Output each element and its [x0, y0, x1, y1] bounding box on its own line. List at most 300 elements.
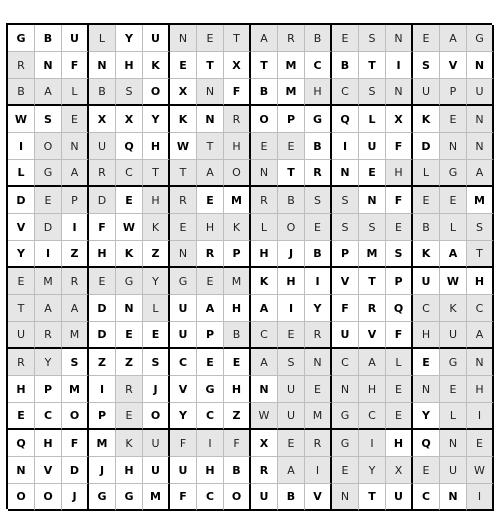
letter-cell[interactable]: I [305, 268, 332, 295]
letter-cell[interactable]: E [413, 25, 440, 52]
letter-cell[interactable]: T [197, 52, 224, 79]
letter-cell[interactable]: E [467, 430, 494, 457]
letter-cell[interactable]: E [62, 106, 89, 133]
letter-cell[interactable]: I [197, 430, 224, 457]
letter-cell[interactable]: V [170, 376, 197, 403]
letter-cell[interactable]: M [224, 187, 251, 214]
letter-cell[interactable]: E [197, 268, 224, 295]
letter-cell[interactable]: U [413, 79, 440, 106]
letter-cell[interactable]: L [8, 160, 35, 187]
letter-cell[interactable]: D [62, 457, 89, 484]
letter-cell[interactable]: T [143, 160, 170, 187]
letter-cell[interactable]: N [332, 376, 359, 403]
letter-cell[interactable]: E [305, 214, 332, 241]
letter-cell[interactable]: J [143, 376, 170, 403]
letter-cell[interactable]: B [35, 25, 62, 52]
letter-cell[interactable]: I [467, 484, 494, 511]
letter-cell[interactable]: N [440, 484, 467, 511]
letter-cell[interactable]: S [332, 187, 359, 214]
letter-cell[interactable]: Q [8, 430, 35, 457]
letter-cell[interactable]: A [251, 295, 278, 322]
letter-cell[interactable]: X [386, 457, 413, 484]
letter-cell[interactable]: C [332, 79, 359, 106]
letter-cell[interactable]: F [224, 79, 251, 106]
letter-cell[interactable]: R [251, 187, 278, 214]
letter-cell[interactable]: S [359, 79, 386, 106]
letter-cell[interactable]: U [359, 133, 386, 160]
letter-cell[interactable]: S [386, 241, 413, 268]
letter-cell[interactable]: E [197, 349, 224, 376]
letter-cell[interactable]: G [89, 484, 116, 511]
letter-cell[interactable]: F [170, 430, 197, 457]
letter-cell[interactable]: K [116, 241, 143, 268]
letter-cell[interactable]: T [8, 295, 35, 322]
letter-cell[interactable]: T [278, 160, 305, 187]
letter-cell[interactable]: Y [359, 457, 386, 484]
letter-cell[interactable]: E [332, 457, 359, 484]
letter-cell[interactable]: D [413, 133, 440, 160]
letter-cell[interactable]: S [35, 106, 62, 133]
letter-cell[interactable]: Y [8, 241, 35, 268]
letter-cell[interactable]: T [359, 484, 386, 511]
letter-cell[interactable]: F [332, 295, 359, 322]
letter-cell[interactable]: R [35, 322, 62, 349]
letter-cell[interactable]: G [170, 268, 197, 295]
letter-cell[interactable]: H [116, 457, 143, 484]
letter-cell[interactable]: H [224, 133, 251, 160]
letter-cell[interactable]: E [386, 376, 413, 403]
letter-cell[interactable]: M [467, 187, 494, 214]
letter-cell[interactable]: C [251, 322, 278, 349]
letter-cell[interactable]: H [305, 79, 332, 106]
letter-cell[interactable]: V [440, 52, 467, 79]
letter-cell[interactable]: E [35, 187, 62, 214]
letter-cell[interactable]: R [305, 322, 332, 349]
letter-cell[interactable]: O [278, 214, 305, 241]
letter-cell[interactable]: G [332, 430, 359, 457]
letter-cell[interactable]: W [170, 133, 197, 160]
letter-cell[interactable]: I [62, 214, 89, 241]
letter-cell[interactable]: U [386, 484, 413, 511]
letter-cell[interactable]: F [62, 52, 89, 79]
letter-cell[interactable]: E [440, 187, 467, 214]
letter-cell[interactable]: K [116, 430, 143, 457]
letter-cell[interactable]: S [305, 187, 332, 214]
letter-cell[interactable]: P [278, 106, 305, 133]
letter-cell[interactable]: S [278, 349, 305, 376]
letter-cell[interactable]: O [35, 133, 62, 160]
letter-cell[interactable]: I [278, 295, 305, 322]
letter-cell[interactable]: B [305, 241, 332, 268]
letter-cell[interactable]: H [224, 295, 251, 322]
letter-cell[interactable]: F [386, 322, 413, 349]
letter-cell[interactable]: A [467, 322, 494, 349]
letter-cell[interactable]: N [197, 79, 224, 106]
letter-cell[interactable]: E [116, 403, 143, 430]
letter-cell[interactable]: A [359, 349, 386, 376]
letter-cell[interactable]: E [413, 457, 440, 484]
letter-cell[interactable]: N [467, 106, 494, 133]
letter-cell[interactable]: B [89, 79, 116, 106]
letter-cell[interactable]: B [224, 457, 251, 484]
letter-cell[interactable]: N [305, 349, 332, 376]
letter-cell[interactable]: U [332, 322, 359, 349]
letter-cell[interactable]: J [89, 457, 116, 484]
letter-cell[interactable]: H [8, 376, 35, 403]
letter-cell[interactable]: K [143, 52, 170, 79]
letter-cell[interactable]: M [278, 52, 305, 79]
letter-cell[interactable]: G [116, 484, 143, 511]
letter-cell[interactable]: L [62, 79, 89, 106]
letter-cell[interactable]: H [413, 322, 440, 349]
letter-cell[interactable]: H [143, 187, 170, 214]
letter-cell[interactable]: G [197, 376, 224, 403]
letter-cell[interactable]: E [116, 187, 143, 214]
letter-cell[interactable]: N [62, 133, 89, 160]
letter-cell[interactable]: E [332, 25, 359, 52]
letter-cell[interactable]: N [197, 106, 224, 133]
letter-cell[interactable]: B [305, 133, 332, 160]
letter-cell[interactable]: C [305, 52, 332, 79]
letter-cell[interactable]: L [440, 403, 467, 430]
letter-cell[interactable]: E [8, 268, 35, 295]
letter-cell[interactable]: Q [386, 295, 413, 322]
letter-cell[interactable]: H [197, 457, 224, 484]
letter-cell[interactable]: M [89, 430, 116, 457]
letter-cell[interactable]: O [35, 484, 62, 511]
letter-cell[interactable]: E [440, 106, 467, 133]
letter-cell[interactable]: N [467, 52, 494, 79]
letter-cell[interactable]: H [386, 430, 413, 457]
letter-cell[interactable]: M [359, 241, 386, 268]
letter-cell[interactable]: I [386, 52, 413, 79]
letter-cell[interactable]: I [35, 241, 62, 268]
letter-cell[interactable]: B [278, 484, 305, 511]
letter-cell[interactable]: U [251, 484, 278, 511]
letter-cell[interactable]: S [143, 349, 170, 376]
letter-cell[interactable]: Y [413, 403, 440, 430]
letter-cell[interactable]: N [89, 52, 116, 79]
letter-cell[interactable]: V [305, 484, 332, 511]
letter-cell[interactable]: F [62, 430, 89, 457]
letter-cell[interactable]: N [35, 52, 62, 79]
letter-cell[interactable]: E [224, 349, 251, 376]
letter-cell[interactable]: U [143, 430, 170, 457]
letter-cell[interactable]: C [467, 295, 494, 322]
letter-cell[interactable]: D [89, 187, 116, 214]
letter-cell[interactable]: L [440, 214, 467, 241]
letter-cell[interactable]: U [440, 322, 467, 349]
letter-cell[interactable]: Y [305, 295, 332, 322]
letter-cell[interactable]: J [278, 241, 305, 268]
letter-cell[interactable]: C [413, 295, 440, 322]
letter-cell[interactable]: B [8, 79, 35, 106]
letter-cell[interactable]: R [197, 241, 224, 268]
letter-cell[interactable]: E [170, 214, 197, 241]
letter-cell[interactable]: S [332, 214, 359, 241]
letter-cell[interactable]: G [467, 25, 494, 52]
letter-cell[interactable]: Z [116, 349, 143, 376]
letter-cell[interactable]: T [224, 25, 251, 52]
letter-cell[interactable]: I [8, 133, 35, 160]
letter-cell[interactable]: E [440, 376, 467, 403]
letter-cell[interactable]: U [143, 457, 170, 484]
letter-cell[interactable]: H [224, 376, 251, 403]
letter-cell[interactable]: P [197, 322, 224, 349]
letter-cell[interactable]: M [143, 484, 170, 511]
letter-cell[interactable]: O [62, 403, 89, 430]
letter-cell[interactable]: P [332, 241, 359, 268]
letter-cell[interactable]: E [170, 52, 197, 79]
letter-cell[interactable]: B [305, 25, 332, 52]
letter-cell[interactable]: O [251, 106, 278, 133]
letter-cell[interactable]: G [116, 268, 143, 295]
letter-cell[interactable]: E [89, 268, 116, 295]
letter-cell[interactable]: T [170, 160, 197, 187]
letter-cell[interactable]: R [116, 376, 143, 403]
letter-cell[interactable]: K [170, 106, 197, 133]
letter-cell[interactable]: M [35, 268, 62, 295]
letter-cell[interactable]: M [278, 79, 305, 106]
letter-cell[interactable]: T [359, 52, 386, 79]
letter-cell[interactable]: L [386, 349, 413, 376]
letter-cell[interactable]: A [35, 295, 62, 322]
letter-cell[interactable]: E [143, 322, 170, 349]
letter-cell[interactable]: Q [332, 106, 359, 133]
letter-cell[interactable]: B [224, 322, 251, 349]
letter-cell[interactable]: E [251, 133, 278, 160]
letter-cell[interactable]: E [278, 322, 305, 349]
letter-cell[interactable]: E [278, 133, 305, 160]
letter-cell[interactable]: L [143, 295, 170, 322]
letter-cell[interactable]: S [62, 349, 89, 376]
letter-cell[interactable]: Z [89, 349, 116, 376]
letter-cell[interactable]: R [305, 430, 332, 457]
letter-cell[interactable]: M [62, 322, 89, 349]
letter-cell[interactable]: E [413, 187, 440, 214]
letter-cell[interactable]: A [440, 25, 467, 52]
letter-cell[interactable]: C [197, 484, 224, 511]
letter-cell[interactable]: I [305, 457, 332, 484]
letter-cell[interactable]: E [197, 25, 224, 52]
letter-cell[interactable]: N [467, 133, 494, 160]
letter-cell[interactable]: E [359, 160, 386, 187]
letter-cell[interactable]: M [62, 376, 89, 403]
letter-cell[interactable]: S [359, 214, 386, 241]
letter-cell[interactable]: H [116, 52, 143, 79]
letter-cell[interactable]: G [35, 160, 62, 187]
letter-cell[interactable]: G [305, 106, 332, 133]
letter-cell[interactable]: U [170, 322, 197, 349]
letter-cell[interactable]: H [278, 268, 305, 295]
letter-cell[interactable]: F [386, 187, 413, 214]
letter-cell[interactable]: E [278, 430, 305, 457]
letter-cell[interactable]: B [332, 52, 359, 79]
letter-cell[interactable]: O [143, 403, 170, 430]
letter-cell[interactable]: N [440, 430, 467, 457]
letter-cell[interactable]: A [197, 160, 224, 187]
letter-cell[interactable]: A [251, 25, 278, 52]
letter-cell[interactable]: B [278, 187, 305, 214]
letter-cell[interactable]: N [386, 79, 413, 106]
letter-cell[interactable]: R [251, 457, 278, 484]
letter-cell[interactable]: O [143, 79, 170, 106]
letter-cell[interactable]: X [251, 430, 278, 457]
letter-cell[interactable]: I [89, 376, 116, 403]
letter-cell[interactable]: W [116, 214, 143, 241]
letter-cell[interactable]: Y [143, 268, 170, 295]
letter-cell[interactable]: H [359, 376, 386, 403]
letter-cell[interactable]: N [251, 376, 278, 403]
letter-cell[interactable]: H [386, 160, 413, 187]
letter-cell[interactable]: A [467, 160, 494, 187]
letter-cell[interactable]: U [440, 457, 467, 484]
letter-cell[interactable]: P [224, 241, 251, 268]
letter-cell[interactable]: C [170, 349, 197, 376]
letter-cell[interactable]: R [89, 160, 116, 187]
letter-cell[interactable]: Y [116, 25, 143, 52]
letter-cell[interactable]: H [467, 268, 494, 295]
letter-cell[interactable]: N [116, 295, 143, 322]
letter-cell[interactable]: U [278, 376, 305, 403]
letter-cell[interactable]: N [170, 241, 197, 268]
letter-cell[interactable]: D [89, 322, 116, 349]
letter-cell[interactable]: Z [143, 241, 170, 268]
letter-cell[interactable]: F [89, 214, 116, 241]
letter-cell[interactable]: C [35, 403, 62, 430]
letter-cell[interactable]: P [386, 268, 413, 295]
letter-cell[interactable]: V [8, 214, 35, 241]
letter-cell[interactable]: B [413, 214, 440, 241]
letter-cell[interactable]: X [116, 106, 143, 133]
letter-cell[interactable]: N [251, 160, 278, 187]
letter-cell[interactable]: S [359, 25, 386, 52]
letter-cell[interactable]: C [116, 160, 143, 187]
letter-cell[interactable]: P [89, 403, 116, 430]
letter-cell[interactable]: Y [143, 106, 170, 133]
letter-cell[interactable]: E [413, 349, 440, 376]
letter-cell[interactable]: Z [62, 241, 89, 268]
letter-cell[interactable]: K [251, 268, 278, 295]
letter-cell[interactable]: R [8, 349, 35, 376]
letter-cell[interactable]: E [197, 187, 224, 214]
letter-cell[interactable]: R [8, 52, 35, 79]
letter-cell[interactable]: V [359, 322, 386, 349]
letter-cell[interactable]: U [170, 457, 197, 484]
letter-cell[interactable]: Q [413, 430, 440, 457]
letter-cell[interactable]: V [35, 457, 62, 484]
letter-cell[interactable]: U [170, 295, 197, 322]
letter-cell[interactable]: N [8, 457, 35, 484]
letter-cell[interactable]: D [8, 187, 35, 214]
letter-cell[interactable]: W [467, 457, 494, 484]
letter-cell[interactable]: C [359, 403, 386, 430]
letter-cell[interactable]: R [278, 25, 305, 52]
letter-cell[interactable]: O [224, 484, 251, 511]
letter-cell[interactable]: S [413, 52, 440, 79]
letter-cell[interactable]: D [35, 214, 62, 241]
letter-cell[interactable]: L [89, 25, 116, 52]
letter-cell[interactable]: V [332, 268, 359, 295]
letter-cell[interactable]: A [62, 160, 89, 187]
letter-cell[interactable]: U [8, 322, 35, 349]
letter-cell[interactable]: W [440, 268, 467, 295]
letter-cell[interactable]: Y [35, 349, 62, 376]
letter-cell[interactable]: N [413, 376, 440, 403]
letter-cell[interactable]: U [278, 403, 305, 430]
letter-cell[interactable]: X [89, 106, 116, 133]
letter-cell[interactable]: O [224, 160, 251, 187]
letter-cell[interactable]: L [251, 214, 278, 241]
letter-cell[interactable]: U [62, 25, 89, 52]
letter-cell[interactable]: A [440, 241, 467, 268]
letter-cell[interactable]: K [224, 214, 251, 241]
letter-cell[interactable]: G [332, 403, 359, 430]
letter-cell[interactable]: E [386, 214, 413, 241]
letter-cell[interactable]: P [62, 187, 89, 214]
letter-cell[interactable]: U [143, 25, 170, 52]
letter-cell[interactable]: M [224, 268, 251, 295]
letter-cell[interactable]: T [251, 52, 278, 79]
letter-cell[interactable]: R [359, 295, 386, 322]
letter-cell[interactable]: R [170, 187, 197, 214]
letter-cell[interactable]: H [467, 376, 494, 403]
letter-cell[interactable]: E [8, 403, 35, 430]
letter-cell[interactable]: X [224, 52, 251, 79]
letter-cell[interactable]: K [413, 241, 440, 268]
letter-cell[interactable]: H [251, 241, 278, 268]
letter-cell[interactable]: U [89, 133, 116, 160]
letter-cell[interactable]: R [224, 106, 251, 133]
letter-cell[interactable]: A [278, 457, 305, 484]
letter-cell[interactable]: P [35, 376, 62, 403]
letter-cell[interactable]: N [170, 25, 197, 52]
letter-cell[interactable]: G [440, 160, 467, 187]
letter-cell[interactable]: G [8, 25, 35, 52]
letter-cell[interactable]: E [116, 322, 143, 349]
letter-cell[interactable]: H [197, 214, 224, 241]
letter-cell[interactable]: X [170, 79, 197, 106]
letter-cell[interactable]: N [386, 25, 413, 52]
letter-cell[interactable]: S [116, 79, 143, 106]
letter-cell[interactable]: H [35, 430, 62, 457]
letter-cell[interactable]: G [440, 349, 467, 376]
letter-cell[interactable]: N [440, 133, 467, 160]
letter-cell[interactable]: C [332, 349, 359, 376]
letter-cell[interactable]: R [305, 160, 332, 187]
letter-cell[interactable]: A [197, 295, 224, 322]
letter-cell[interactable]: D [89, 295, 116, 322]
letter-cell[interactable]: F [224, 430, 251, 457]
letter-cell[interactable]: K [440, 295, 467, 322]
letter-cell[interactable]: I [359, 430, 386, 457]
letter-cell[interactable]: F [170, 484, 197, 511]
letter-cell[interactable]: H [89, 241, 116, 268]
letter-cell[interactable]: A [62, 295, 89, 322]
letter-cell[interactable]: Q [116, 133, 143, 160]
letter-cell[interactable]: I [467, 403, 494, 430]
letter-cell[interactable]: P [440, 79, 467, 106]
letter-cell[interactable]: W [251, 403, 278, 430]
letter-cell[interactable]: N [359, 187, 386, 214]
letter-cell[interactable]: M [305, 403, 332, 430]
letter-cell[interactable]: L [413, 160, 440, 187]
letter-cell[interactable]: O [8, 484, 35, 511]
letter-cell[interactable]: H [143, 133, 170, 160]
letter-cell[interactable]: U [467, 79, 494, 106]
letter-cell[interactable]: A [35, 79, 62, 106]
letter-cell[interactable]: N [332, 160, 359, 187]
